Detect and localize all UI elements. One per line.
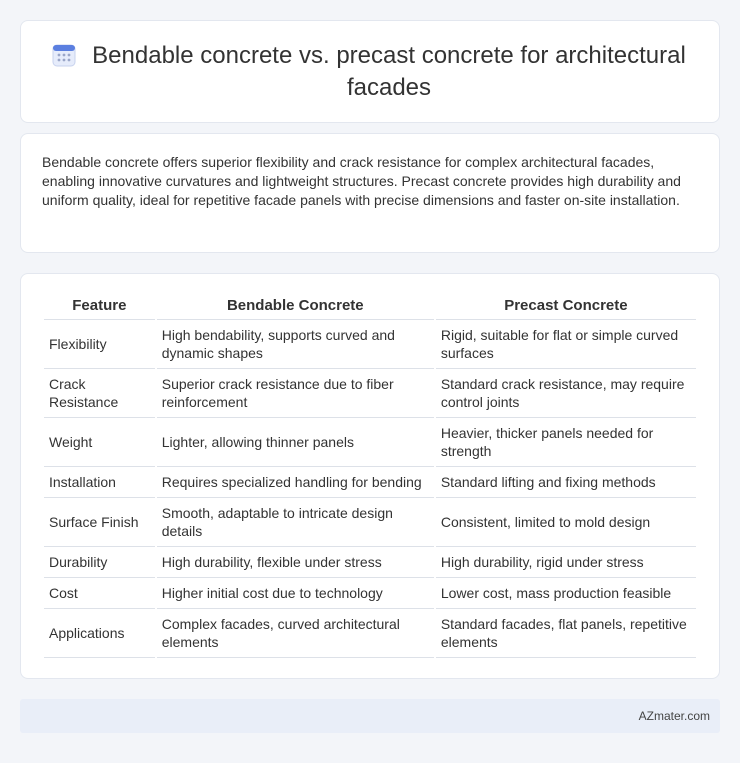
title-wrap <box>51 40 689 104</box>
bendable-cell: Requires specialized handling for bending <box>157 467 434 498</box>
bendable-cell: Superior crack resistance due to fiber reinforcement <box>157 369 434 418</box>
column-header-feature: Feature <box>44 292 155 320</box>
bendable-cell: Smooth, adaptable to intricate design details <box>157 498 434 547</box>
table-row <box>44 320 696 369</box>
precast-cell: Rigid, suitable for flat or simple curved surfaces <box>436 320 696 369</box>
bendable-cell: Higher initial cost due to technology <box>157 578 434 609</box>
calendar-grid-icon <box>51 42 77 68</box>
precast-cell: Heavier, thicker panels needed for strength <box>436 418 696 467</box>
summary-card <box>20 133 720 253</box>
feature-cell: Crack Resistance <box>44 369 155 418</box>
column-header-bendable: Bendable Concrete <box>157 292 434 320</box>
precast-cell: Standard facades, flat panels, repetitive elements <box>436 609 696 658</box>
table-row <box>44 467 696 498</box>
bendable-cell: High durability, flexible under stress <box>157 547 434 578</box>
table-row <box>44 547 696 578</box>
summary-text: Bendable concrete offers superior flexibility and crack resistance for complex architectural facades, enabling innovative curvatures and lightweight structures. Precast concrete provides high durability and uniform quality, ideal for repetitive facade panels with precise dimensions and faster on-site installation. <box>42 154 681 208</box>
footer-brand-link[interactable]: AZmater.com <box>638 709 710 723</box>
table-row <box>44 369 696 418</box>
bendable-cell: Complex facades, curved architectural elements <box>157 609 434 658</box>
feature-cell: Surface Finish <box>44 498 155 547</box>
footer <box>20 699 720 733</box>
table-row <box>44 418 696 467</box>
precast-cell: Consistent, limited to mold design <box>436 498 696 547</box>
precast-cell: Lower cost, mass production feasible <box>436 578 696 609</box>
feature-cell: Applications <box>44 609 155 658</box>
table-row <box>44 498 696 547</box>
table-row <box>44 578 696 609</box>
bendable-cell: Lighter, allowing thinner panels <box>157 418 434 467</box>
table-header-row <box>44 292 696 320</box>
page-title: Bendable concrete vs. precast concrete for architectural facades <box>92 41 686 101</box>
feature-cell: Installation <box>44 467 155 498</box>
table-row <box>44 609 696 658</box>
comparison-table-card <box>20 273 720 679</box>
title-card <box>20 20 720 123</box>
feature-cell: Cost <box>44 578 155 609</box>
precast-cell: Standard lifting and fixing methods <box>436 467 696 498</box>
bendable-cell: High bendability, supports curved and dynamic shapes <box>157 320 434 369</box>
feature-cell: Durability <box>44 547 155 578</box>
column-header-precast: Precast Concrete <box>436 292 696 320</box>
comparison-table <box>42 292 698 658</box>
feature-cell: Weight <box>44 418 155 467</box>
precast-cell: High durability, rigid under stress <box>436 547 696 578</box>
feature-cell: Flexibility <box>44 320 155 369</box>
precast-cell: Standard crack resistance, may require control joints <box>436 369 696 418</box>
